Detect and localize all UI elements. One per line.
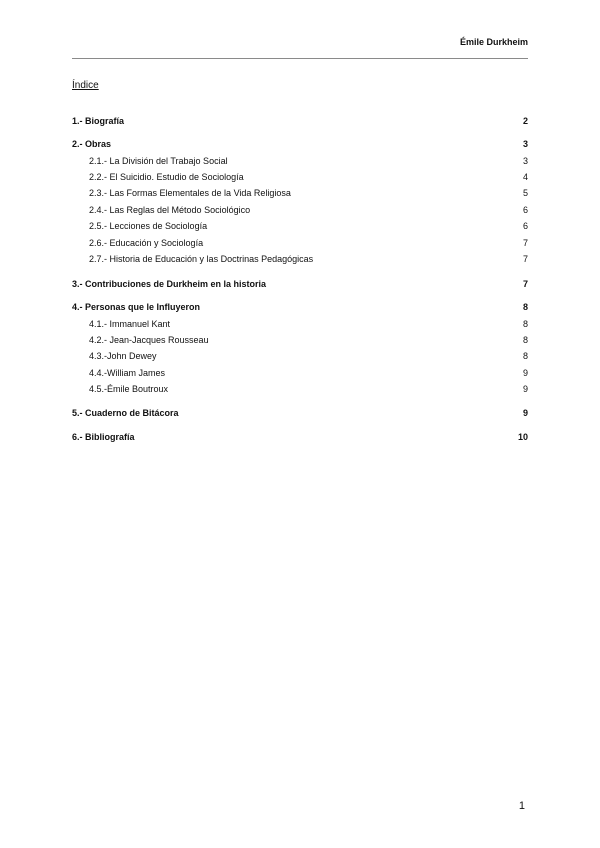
toc-entry-label: 4.5.-Émile Boutroux — [89, 384, 169, 394]
toc-entry-page: 6 — [522, 205, 528, 215]
toc-entry-label: 4.4.-William James — [89, 368, 166, 378]
toc-entry-page: 3 — [522, 139, 528, 149]
toc-entry[interactable] — [72, 137, 528, 151]
toc-entry-page: 4 — [522, 172, 528, 182]
toc-entry-label: 4.1.- Immanuel Kant — [89, 319, 171, 329]
toc-entry[interactable] — [72, 203, 528, 217]
toc-entry[interactable] — [72, 219, 528, 233]
toc-entry-label: 2.4.- Las Reglas del Método Sociológico — [89, 205, 251, 215]
toc-entry-page: 8 — [522, 302, 528, 312]
toc-entry-label: 4.3.-John Dewey — [89, 351, 157, 361]
toc-entry-page: 8 — [522, 335, 528, 345]
toc-entry-label: 2.1.- La División del Trabajo Social — [89, 156, 228, 166]
toc-entry-label: 2.2.- El Suicidio. Estudio de Sociología — [89, 172, 244, 182]
toc-entry-label: 2.5.- Lecciones de Sociología — [89, 221, 208, 231]
toc-entry-label: 4.2.- Jean-Jacques Rousseau — [89, 335, 209, 345]
toc-entry-page: 9 — [522, 368, 528, 378]
toc-entry-page: 6 — [522, 221, 528, 231]
toc-entry-label: 2.7.- Historia de Educación y las Doctrinas Pedagógicas — [89, 254, 314, 264]
toc-entry[interactable] — [72, 366, 528, 380]
toc-entry[interactable] — [72, 382, 528, 396]
header-title: Émile Durkheim — [459, 37, 528, 47]
toc-entry-page: 9 — [522, 408, 528, 418]
toc-entry-page: 8 — [522, 319, 528, 329]
toc-entry[interactable] — [72, 317, 528, 331]
page-number: 1 — [518, 800, 525, 812]
toc-entry[interactable] — [72, 277, 528, 291]
toc-entry[interactable] — [72, 170, 528, 184]
toc-entry-label: 2.- Obras — [72, 139, 112, 149]
toc-entry-label: 5.- Cuaderno de Bitácora — [72, 408, 179, 418]
toc-entry-page: 5 — [522, 188, 528, 198]
toc-entry-label: 3.- Contribuciones de Durkheim en la historia — [72, 279, 267, 289]
toc-entry-page: 2 — [522, 116, 528, 126]
toc-entry[interactable] — [72, 300, 528, 314]
header-rule — [72, 58, 528, 59]
toc-heading: Índice — [72, 80, 99, 91]
toc-entry[interactable] — [72, 186, 528, 200]
toc-entry[interactable] — [72, 349, 528, 363]
toc-entry[interactable] — [72, 154, 528, 168]
toc-entry-page: 7 — [522, 254, 528, 264]
toc-entry[interactable] — [72, 252, 528, 266]
toc-entry[interactable] — [72, 430, 528, 444]
toc-entry[interactable] — [72, 236, 528, 250]
toc-entry-page: 7 — [522, 238, 528, 248]
toc-entry-page: 3 — [522, 156, 528, 166]
toc-entry-page: 7 — [522, 279, 528, 289]
toc-entry[interactable] — [72, 333, 528, 347]
toc-entry-label: 6.- Bibliografía — [72, 432, 135, 442]
toc-entry-label: 1.- Biografía — [72, 116, 125, 126]
toc-entry-page: 8 — [522, 351, 528, 361]
toc-entry-label: 4.- Personas que le Influyeron — [72, 302, 201, 312]
toc-entry-label: 2.6.- Educación y Sociología — [89, 238, 204, 248]
toc-entry[interactable] — [72, 114, 528, 128]
toc-entry[interactable] — [72, 406, 528, 420]
toc-entry-page: 9 — [522, 384, 528, 394]
toc-entry-page: 10 — [517, 432, 528, 442]
toc-entry-label: 2.3.- Las Formas Elementales de la Vida Religiosa — [89, 188, 291, 198]
